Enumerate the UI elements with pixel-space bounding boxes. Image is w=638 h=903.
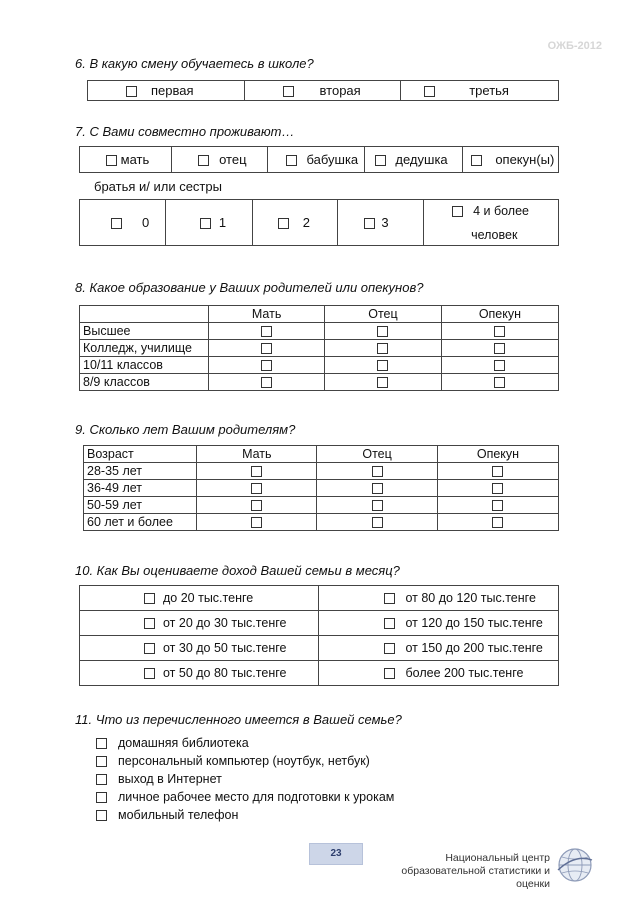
checkbox-icon[interactable]: [251, 500, 262, 511]
checkbox-icon[interactable]: [384, 618, 395, 629]
question-9-title: 9. Сколько лет Вашим родителям?: [75, 422, 296, 437]
question-11-title: 11. Что из перечисленного имеется в Вашей семье?: [75, 712, 402, 727]
table-row: Высшее: [80, 323, 559, 340]
q6-options-table: [87, 80, 559, 101]
checkbox-icon[interactable]: [372, 466, 383, 477]
checkbox-icon[interactable]: [377, 377, 388, 388]
table-row: 60 лет и более: [84, 514, 559, 531]
question-8-title: 8. Какое образование у Ваших родителей или опекунов?: [75, 280, 424, 295]
q7-siblings-table: [79, 199, 559, 246]
checkbox-icon[interactable]: [200, 218, 211, 229]
checkbox-icon[interactable]: [494, 377, 505, 388]
globe-logo-icon: [556, 846, 594, 887]
q9-age-table: [83, 445, 559, 531]
siblings-option-4-plus[interactable]: 4 и более человек: [424, 200, 559, 246]
checkbox-icon[interactable]: [492, 517, 503, 528]
page-number: 23: [309, 843, 363, 865]
income-option[interactable]: от 50 до 80 тыс.тенге: [80, 661, 319, 686]
list-item[interactable]: персональный компьютер (ноутбук, нетбук): [96, 754, 394, 772]
checkbox-icon[interactable]: [111, 218, 122, 229]
checkbox-icon[interactable]: [261, 326, 272, 337]
siblings-option-0[interactable]: 0: [80, 200, 166, 246]
income-option[interactable]: более 200 тыс.тенге: [319, 661, 559, 686]
checkbox-icon[interactable]: [106, 155, 117, 166]
table-header-row: Мать Отец Опекун: [80, 306, 559, 323]
q7-option-mother[interactable]: мать: [80, 147, 172, 173]
table-row: 36-49 лет: [84, 480, 559, 497]
checkbox-icon[interactable]: [144, 643, 155, 654]
checkbox-icon[interactable]: [96, 756, 107, 767]
checkbox-icon[interactable]: [494, 360, 505, 371]
checkbox-icon[interactable]: [384, 643, 395, 654]
checkbox-icon[interactable]: [144, 668, 155, 679]
checkbox-icon[interactable]: [144, 618, 155, 629]
list-item[interactable]: мобильный телефон: [96, 808, 394, 826]
siblings-option-1[interactable]: 1: [165, 200, 252, 246]
checkbox-icon[interactable]: [372, 500, 383, 511]
checkbox-icon[interactable]: [261, 360, 272, 371]
checkbox-icon[interactable]: [471, 155, 482, 166]
checkbox-icon[interactable]: [96, 774, 107, 785]
question-6-title: 6. В какую смену обучаетесь в школе?: [75, 56, 314, 71]
table-row: [80, 661, 559, 686]
checkbox-icon[interactable]: [261, 343, 272, 354]
checkbox-icon[interactable]: [144, 593, 155, 604]
checkbox-icon[interactable]: [377, 360, 388, 371]
q7-option-grandfather[interactable]: дедушка: [364, 147, 462, 173]
siblings-option-2[interactable]: 2: [252, 200, 338, 246]
list-item[interactable]: домашняя библиотека: [96, 736, 394, 754]
table-row: Колледж, училище: [80, 340, 559, 357]
income-option[interactable]: до 20 тыс.тенге: [80, 586, 319, 611]
checkbox-icon[interactable]: [494, 343, 505, 354]
siblings-label: братья и/ или сестры: [94, 179, 222, 194]
q6-option-first[interactable]: первая: [88, 81, 245, 101]
table-row: [80, 611, 559, 636]
checkbox-icon[interactable]: [251, 483, 262, 494]
checkbox-icon[interactable]: [283, 86, 294, 97]
table-row: [80, 586, 559, 611]
income-option[interactable]: от 120 до 150 тыс.тенге: [319, 611, 559, 636]
checkbox-icon[interactable]: [251, 466, 262, 477]
income-option[interactable]: от 20 до 30 тыс.тенге: [80, 611, 319, 636]
table-row: 28-35 лет: [84, 463, 559, 480]
footer-organization: Национальный центр образовательной статистики и оценки: [401, 852, 550, 890]
income-option[interactable]: от 80 до 120 тыс.тенге: [319, 586, 559, 611]
table-row: 8/9 классов: [80, 374, 559, 391]
header-code: ОЖБ-2012: [547, 40, 602, 52]
checkbox-icon[interactable]: [96, 792, 107, 803]
checkbox-icon[interactable]: [424, 86, 435, 97]
checkbox-icon[interactable]: [452, 206, 463, 217]
checkbox-icon[interactable]: [286, 155, 297, 166]
checkbox-icon[interactable]: [261, 377, 272, 388]
q11-items-list: [96, 736, 394, 826]
checkbox-icon[interactable]: [251, 517, 262, 528]
checkbox-icon[interactable]: [372, 483, 383, 494]
q6-option-third[interactable]: третья: [401, 81, 559, 101]
checkbox-icon[interactable]: [492, 483, 503, 494]
q7-option-grandmother[interactable]: бабушка: [267, 147, 364, 173]
question-10-title: 10. Как Вы оцениваете доход Вашей семьи в месяц?: [75, 563, 400, 578]
checkbox-icon[interactable]: [96, 810, 107, 821]
checkbox-icon[interactable]: [96, 738, 107, 749]
income-option[interactable]: от 150 до 200 тыс.тенге: [319, 636, 559, 661]
q8-education-table: [79, 305, 559, 391]
checkbox-icon[interactable]: [492, 500, 503, 511]
checkbox-icon[interactable]: [375, 155, 386, 166]
checkbox-icon[interactable]: [126, 86, 137, 97]
checkbox-icon[interactable]: [377, 343, 388, 354]
table-row: [80, 636, 559, 661]
checkbox-icon[interactable]: [377, 326, 388, 337]
q7-option-guardian[interactable]: опекун(ы): [462, 147, 558, 173]
list-item[interactable]: выход в Интернет: [96, 772, 394, 790]
checkbox-icon[interactable]: [492, 466, 503, 477]
checkbox-icon[interactable]: [372, 517, 383, 528]
table-header-row: Возраст Мать Отец Опекун: [84, 446, 559, 463]
income-option[interactable]: от 30 до 50 тыс.тенге: [80, 636, 319, 661]
table-row: 50-59 лет: [84, 497, 559, 514]
q7-options-table: [79, 146, 559, 173]
list-item[interactable]: личное рабочее место для подготовки к урокам: [96, 790, 394, 808]
checkbox-icon[interactable]: [364, 218, 375, 229]
q7-option-father[interactable]: отец: [172, 147, 267, 173]
checkbox-icon[interactable]: [198, 155, 209, 166]
q10-income-table: [79, 585, 559, 686]
siblings-option-3[interactable]: 3: [338, 200, 424, 246]
question-7-title: 7. С Вами совместно проживают…: [75, 124, 295, 139]
q6-option-second[interactable]: вторая: [244, 81, 401, 101]
table-row: 10/11 классов: [80, 357, 559, 374]
checkbox-icon[interactable]: [494, 326, 505, 337]
checkbox-icon[interactable]: [384, 593, 395, 604]
checkbox-icon[interactable]: [384, 668, 395, 679]
checkbox-icon[interactable]: [278, 218, 289, 229]
